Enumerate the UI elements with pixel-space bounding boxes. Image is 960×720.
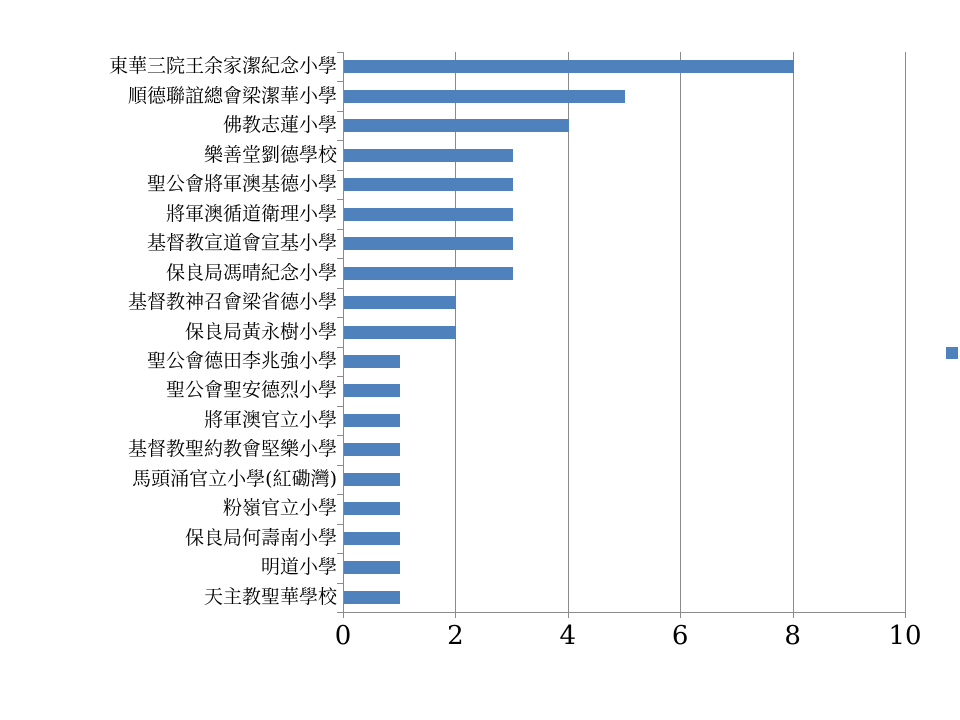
legend-swatch [946, 347, 958, 359]
category-axis-tick [337, 258, 343, 259]
category-label: 順德聯誼總會梁潔華小學 [127, 84, 337, 107]
value-axis-tick [793, 612, 794, 618]
x-axis-line [343, 612, 905, 613]
bar [344, 178, 513, 191]
bar [344, 414, 400, 427]
x-tick-label: 8 [784, 621, 801, 651]
category-label: 佛教志蓮小學 [222, 114, 337, 137]
category-axis-tick [337, 81, 343, 82]
category-label: 基督教神召會梁省德小學 [127, 291, 337, 314]
value-axis-tick [343, 612, 344, 618]
category-axis-tick [337, 111, 343, 112]
category-label: 樂善堂劉德學校 [203, 143, 337, 166]
bar [344, 149, 513, 162]
category-axis-tick [337, 435, 343, 436]
category-axis-tick [337, 52, 343, 53]
category-axis-tick [337, 288, 343, 289]
category-axis-tick [337, 199, 343, 200]
bar [344, 60, 794, 73]
x-tick-label: 6 [671, 621, 689, 651]
bar [344, 473, 400, 486]
x-tick-label: 4 [559, 621, 577, 651]
x-tick-label: 10 [888, 621, 922, 651]
category-label: 明道小學 [260, 556, 337, 579]
bar [344, 591, 400, 604]
value-axis-tick [905, 612, 906, 618]
bar [344, 267, 513, 280]
category-label: 將軍澳循道衛理小學 [165, 202, 337, 225]
bar [344, 384, 400, 397]
category-axis-tick [337, 524, 343, 525]
bar [344, 502, 400, 515]
category-axis-tick [337, 229, 343, 230]
category-label: 保良局黃永樹小學 [184, 320, 337, 343]
bar [344, 326, 456, 339]
category-label: 保良局馮晴紀念小學 [165, 261, 337, 284]
category-label: 馬頭涌官立小學(紅磡灣) [132, 467, 337, 490]
gridline [568, 52, 569, 612]
bar [344, 90, 625, 103]
category-label: 聖公會將軍澳基德小學 [146, 173, 337, 196]
category-axis-tick [337, 170, 343, 171]
category-label: 基督教聖約教會堅樂小學 [127, 438, 337, 461]
bar [344, 237, 513, 250]
category-axis-tick [337, 583, 343, 584]
value-axis-tick [455, 612, 456, 618]
bar [344, 119, 569, 132]
bar [344, 532, 400, 545]
category-axis-tick [337, 465, 343, 466]
category-axis-tick [337, 494, 343, 495]
bar [344, 443, 400, 456]
x-tick-label: 0 [334, 621, 352, 651]
gridline [793, 52, 794, 612]
category-axis-tick [337, 317, 343, 318]
category-label: 天主教聖華學校 [203, 585, 337, 608]
bar [344, 561, 400, 574]
category-axis-tick [337, 376, 343, 377]
gridline [680, 52, 681, 612]
category-label: 粉嶺官立小學 [222, 497, 337, 520]
bar [344, 296, 456, 309]
category-axis-tick [337, 347, 343, 348]
category-label: 東華三院王余家潔紀念小學 [108, 55, 337, 78]
x-tick-label: 2 [447, 621, 464, 651]
category-label: 聖公會聖安德烈小學 [165, 379, 337, 402]
category-label: 基督教宣道會宣基小學 [146, 232, 337, 255]
bar [344, 355, 400, 368]
gridline [905, 52, 906, 612]
category-axis-tick [337, 406, 343, 407]
category-axis-tick [337, 553, 343, 554]
bar [344, 208, 513, 221]
category-label: 聖公會德田李兆強小學 [146, 349, 337, 372]
value-axis-tick [680, 612, 681, 618]
category-axis-tick [337, 140, 343, 141]
value-axis-tick [568, 612, 569, 618]
category-label: 保良局何壽南小學 [184, 526, 337, 549]
category-label: 將軍澳官立小學 [203, 408, 337, 431]
